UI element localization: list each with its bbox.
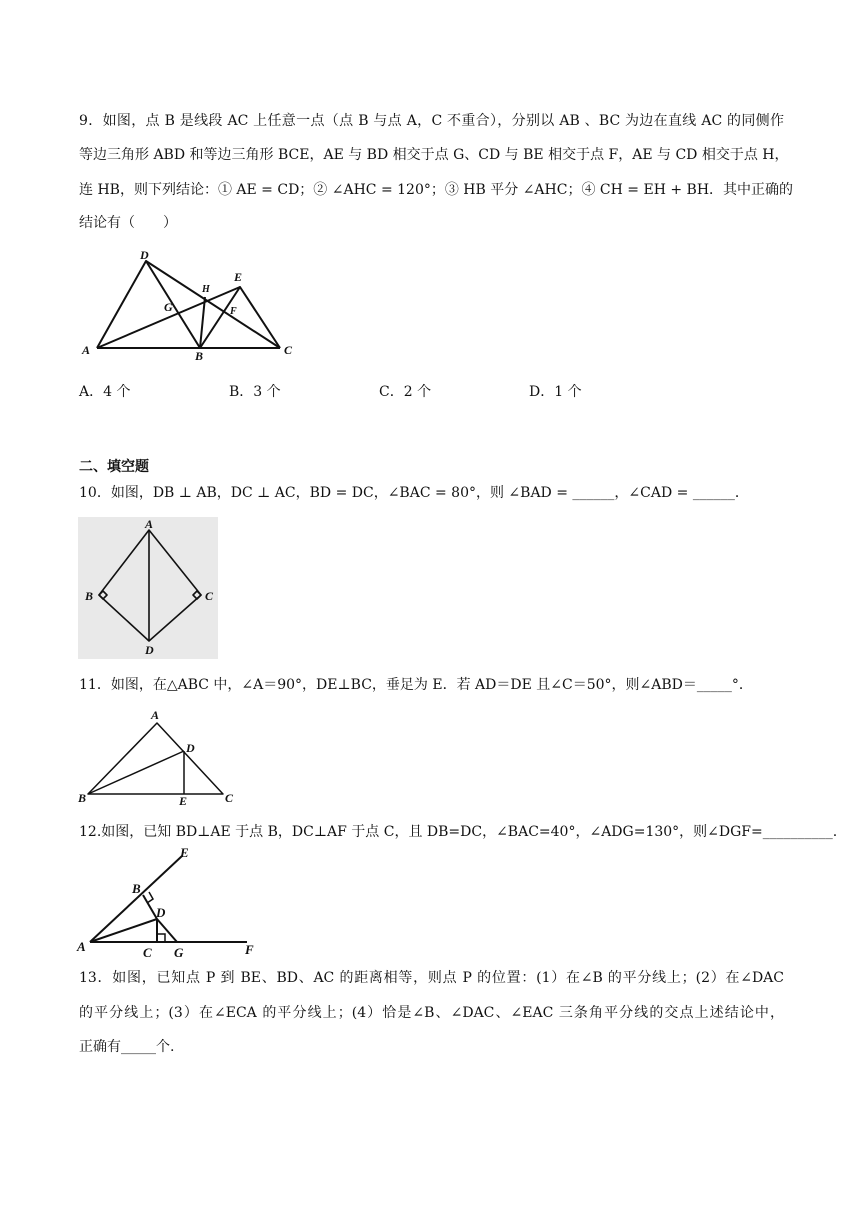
q10-label-b: B (85, 589, 94, 603)
q12-label-b: B (132, 881, 141, 896)
q10-label-c: C (205, 589, 214, 603)
q9-label-b: B (195, 349, 204, 363)
q11-label-e: E (179, 794, 188, 808)
q9-label-f: F (230, 306, 237, 317)
q9-label-h: H (202, 284, 210, 295)
q12-segment-ad (90, 919, 157, 942)
q12-label-f: F (245, 942, 254, 957)
q9-option-a: A．4 个 (79, 384, 131, 400)
q13-text-line-3: 正确有_____个. (79, 1039, 175, 1055)
q11-label-a: A (151, 708, 160, 722)
q9-text-line-2: 等边三角形 ABD 和等边三角形 BCE，AE 与 BD 相交于点 G、CD 与 BE 相交于点 F，AE 与 CD 相交于点 H， (79, 147, 789, 163)
q12-right-angle-b (147, 892, 153, 903)
q13-text-line-2: 的平分线上；(3）在∠ECA 的平分线上；(4）恰是∠B、∠DAC、∠EAC 三条角平分线的交点上述结论中， (79, 1005, 784, 1021)
q11-label-d: D (186, 741, 195, 755)
q10-text: 10．如图，DB ⊥ AB，DC ⊥ AC，BD = DC，∠BAC = 80°，则 ∠BAD = ______，∠CAD = ______． (79, 485, 749, 501)
q9-option-c: C．2 个 (379, 384, 432, 400)
q11-label-c: C (225, 791, 234, 805)
q10-figure-photo (78, 517, 218, 659)
q12-segment-dg (157, 919, 177, 942)
q12-label-e: E (180, 845, 189, 860)
q9-option-b: B．3 个 (229, 384, 281, 400)
section-heading-fill-in: 二、填空题 (79, 459, 149, 475)
q9-label-g: G (164, 300, 173, 314)
q12-figure (77, 845, 267, 960)
q11-segment-bd (88, 751, 184, 794)
q11-figure (78, 706, 243, 806)
q12-label-a: A (77, 939, 86, 954)
q12-label-g: G (174, 945, 184, 960)
q11-label-b: B (78, 791, 87, 805)
q10-figure (78, 517, 218, 659)
q12-ray-ae (90, 856, 182, 942)
q9-text-line-3: 连 HB，则下列结论：① AE = CD；② ∠AHC = 120°；③ HB 平分 ∠AHC；④ CH = EH + BH．其中正确的 (79, 182, 794, 198)
q13-text-line-1: 13．如图，已知点 P 到 BE、BD、AC 的距离相等，则点 P 的位置：(1）在∠B 的平分线上；(2）在∠DAC (79, 970, 784, 986)
q12-label-c: C (143, 945, 152, 960)
q11-triangle-abc (88, 723, 223, 794)
q9-label-c: C (284, 343, 293, 357)
q12-text: 12.如图，已知 BD⊥AE 于点 B，DC⊥AF 于点 C，且 DB=DC，∠BAC=40°，∠ADG=130°，则∠DGF=__________. (79, 824, 838, 840)
q9-triangle-abd (97, 261, 200, 348)
q12-segment-bd (143, 895, 157, 919)
q9-label-e: E (234, 270, 243, 284)
q10-quadrilateral-abdc (99, 530, 201, 641)
q12-label-d: D (156, 905, 166, 920)
q9-text-line-1: 9．如图，点 B 是线段 AC 上任意一点（点 B 与点 A，C 不重合），分别以 AB 、BC 为边在直线 AC 的同侧作 (79, 113, 784, 129)
q10-label-d: D (145, 643, 154, 657)
q9-option-d: D．1 个 (529, 384, 582, 400)
q9-figure (80, 248, 305, 363)
q9-label-d: D (140, 248, 149, 262)
q9-text-line-4: 结论有（ ） (79, 215, 177, 231)
q11-text: 11．如图，在△ABC 中，∠A＝90°，DE⊥BC，垂足为 E．若 AD＝DE 且∠C＝50°，则∠ABD＝_____°． (79, 677, 753, 693)
q12-right-angle-c (157, 934, 165, 942)
q9-label-a: A (82, 343, 91, 357)
q9-triangle-bce (200, 287, 280, 348)
q10-label-a: A (145, 517, 154, 531)
